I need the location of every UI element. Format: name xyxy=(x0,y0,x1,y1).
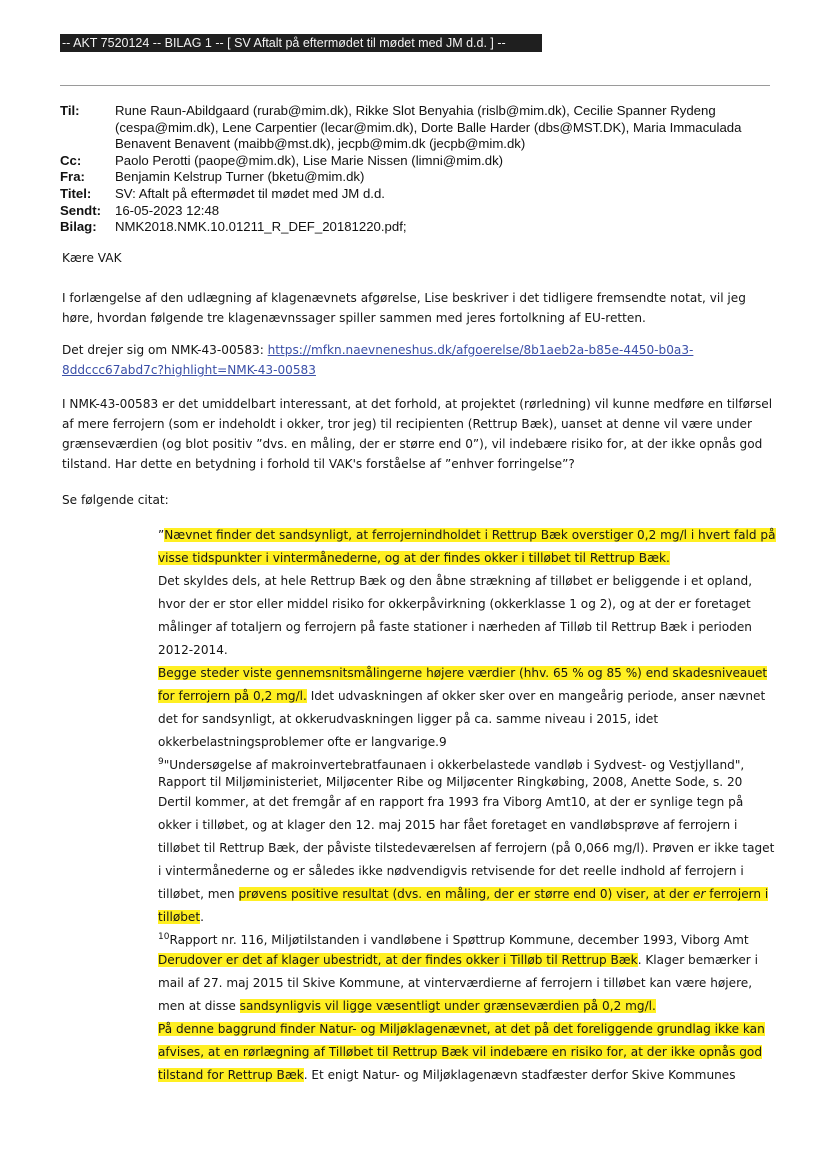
cc-label: Cc: xyxy=(60,152,82,168)
citation-block xyxy=(158,524,778,1087)
footnote-10 xyxy=(158,929,778,949)
footnote-10-number: 10 xyxy=(158,932,170,942)
from-label: Fra: xyxy=(60,169,85,185)
subject-text: SV: Aftalt på eftermødet til mødet med JM d.d. xyxy=(115,185,385,201)
main-paragraph: I NMK-43-00583 er det umiddelbart interessant, at det forhold, at projektet (rørledning) vil kunne medføre en tilførsel af mere ferrojern (som er indeholdt i okker, tror jeg) til recipienten (Rettrup Bæk), uanset at denne vil være under grænseværdien (og blot positiv ”dvs. en måling, der er større end 0”), vil indebære risiko for, at der ikke opnås god tilstand. Har dette en betydning i forhold til VAK's forståelse af ”enhver forringelse”? xyxy=(62,397,773,471)
quote-para-5-rest: . Klager bemærker i mail af 27. maj 2015 til Skive Kommune, at vinterværdierne af ferrojern i tilløbet kan være højere, men at disse xyxy=(158,953,758,1013)
citation-intro: Se følgende citat: xyxy=(62,493,169,507)
highlight-6: På denne baggrund finder Natur- og Miljøklagenævnet, at det på det foreliggende grundlag ikke kan afvises, at en rørlægning af Tilløbet til Rettrup Bæk vil indebære en risiko for, at der ikke opnås god tilstand for Rettrup Bæk xyxy=(158,1022,765,1082)
quote-para-1 xyxy=(158,524,778,570)
attachment-label: Bilag: xyxy=(60,219,97,235)
quote-para-4-text: Dertil kommer, at det fremgår af en rapport fra 1993 fra Viborg Amt10, at der er synlige tegn på okker i tilløbet, og at klager den 12. maj 2015 har fået foretaget en vandløbsprøve af ferrojern i tilløbet til Rettrup Bæk, der påviste tilstedeværelsen af ferrojern (på 0,066 mg/l). Prøven er ikke taget i vintermånederne og er således ikke nødvendigvis retvisende for det reelle indhold af ferrojern i tilløbet, men xyxy=(158,795,775,901)
highlight-5: sandsynligvis vil ligge væsentligt under grænseværdien på 0,2 mg/l. xyxy=(239,999,656,1013)
email-header xyxy=(60,103,780,236)
document-banner: -- AKT 7520124 -- BILAG 1 -- [ SV Aftalt på eftermødet til mødet med JM d.d. ] -- xyxy=(60,34,542,52)
quote-para-5 xyxy=(158,949,778,1018)
highlight-2: Begge steder viste gennemsnitsmålingerne højere værdier (hhv. 65 % og 85 %) end skadesniveauet for ferrojern på 0,2 mg/l. xyxy=(158,666,768,703)
highlight-4: Derudover er det af klager ubestridt, at der findes okker i Tilløb til Rettrup Bæk xyxy=(158,953,638,967)
footnote-10-text: Rapport nr. 116, Miljøtilstanden i vandløbene i Spøttrup Kommune, december 1993, Viborg Amt xyxy=(169,933,749,947)
intro-paragraph: I forlængelse af den udlægning af klagenævnets afgørelse, Lise beskriver i det tidligere fremsendte notat, vil jeg høre, hvordan følgende tre klagenævnssager spiller sammen med jeres fortolkning af EU-retten. xyxy=(62,291,746,325)
highlight-3 xyxy=(158,887,768,924)
footnote-9 xyxy=(158,754,778,791)
case-link[interactable]: https://mfkn.naevneneshus.dk/afgoerelse/8b1aeb2a-b85e-4450-b0a3-8ddccc67abd7c?highlight=NMK-43-00583 xyxy=(62,343,694,377)
greeting: Kære VAK xyxy=(62,251,122,265)
quote-open-mark: ” xyxy=(158,528,165,542)
sent-row xyxy=(60,203,780,220)
to-label: Til: xyxy=(60,103,80,118)
attachment-row xyxy=(60,219,780,236)
to-recipients: Rune Raun-Abildgaard (rurab@mim.dk), Rikke Slot Benyahia (rislb@mim.dk), Cecilie Spanner Rydeng (cespa@mim.dk), Lene Carpentier (lecar@mim.dk), Dorte Balle Harder (dbs@MST.DK), Maria Immaculada Benavent Benavent (maibb@mst.dk), jecpb@mim.dk (jecpb@mim.dk) xyxy=(115,103,742,152)
quote-para-3 xyxy=(158,662,778,754)
sent-label: Sendt: xyxy=(60,202,102,218)
from-sender: Benjamin Kelstrup Turner (bketu@mim.dk) xyxy=(115,169,365,185)
highlight-3-emphasis: er xyxy=(693,887,706,901)
quote-para-6 xyxy=(158,1018,778,1087)
from-row xyxy=(60,169,780,186)
highlight-3-part-a: prøvens positive resultat (dvs. en måling, der er større end 0) viser, at der xyxy=(238,887,693,901)
to-row xyxy=(60,103,780,153)
cc-recipients: Paolo Perotti (paope@mim.dk), Lise Marie Nissen (limni@mim.dk) xyxy=(115,152,504,168)
subject-row xyxy=(60,186,780,203)
footnote-9-text: "Undersøgelse af makroinvertebratfaunaen i okkerbelastede vandløb i Sydvest- og Vestjylland", Rapport til Miljøministeriet, Miljøcenter Ribe og Miljøcenter Ringkøbing, 2008, Anette Sode, s. 20 xyxy=(158,758,745,789)
cc-row xyxy=(60,153,780,170)
attachment-file: NMK2018.NMK.10.01211_R_DEF_20181220.pdf; xyxy=(115,219,407,235)
reference-paragraph xyxy=(62,340,774,380)
footnote-9-number: 9 xyxy=(158,757,164,767)
subject-label: Titel: xyxy=(60,185,92,201)
sent-date: 16-05-2023 12:48 xyxy=(115,202,220,218)
highlight-1: Nævnet finder det sandsynligt, at ferrojernindholdet i Rettrup Bæk overstiger 0,2 mg/l i hvert fald på visse tidspunkter i vintermånederne, og at der findes okker i tilløbet til Rettrup Bæk. xyxy=(158,528,776,565)
quote-para-6-rest: . Et enigt Natur- og Miljøklagenævn stadfæster derfor Skive Kommunes xyxy=(303,1068,736,1082)
reference-prefix: Det drejer sig om NMK-43-00583: xyxy=(62,343,268,357)
quote-para-4-end: . xyxy=(200,910,204,924)
quote-para-4 xyxy=(158,791,778,929)
highlight-3-part-b: ferrojern i tilløbet xyxy=(158,887,769,924)
email-body xyxy=(62,248,774,1087)
quote-para-3-rest: Idet udvaskningen af okker sker over en mangeårig periode, anser nævnet det for sandsynligt, at okkerudvaskningen ligger på ca. samme niveau i 2015, idet okkerbelastningsproblemer ofte er langvarige.9 xyxy=(158,689,766,749)
quote-para-2: Det skyldes dels, at hele Rettrup Bæk og den åbne strækning af tilløbet er beliggende i et opland, hvor der er stor eller middel risiko for okkerpåvirkning (okkerklasse 1 og 2), og at der er foretaget målinger af totaljern og ferrojern på faste stationer i nærheden af Tilløb til Rettrup Bæk i perioden 2012-2014. xyxy=(158,574,753,657)
header-divider xyxy=(60,85,770,86)
